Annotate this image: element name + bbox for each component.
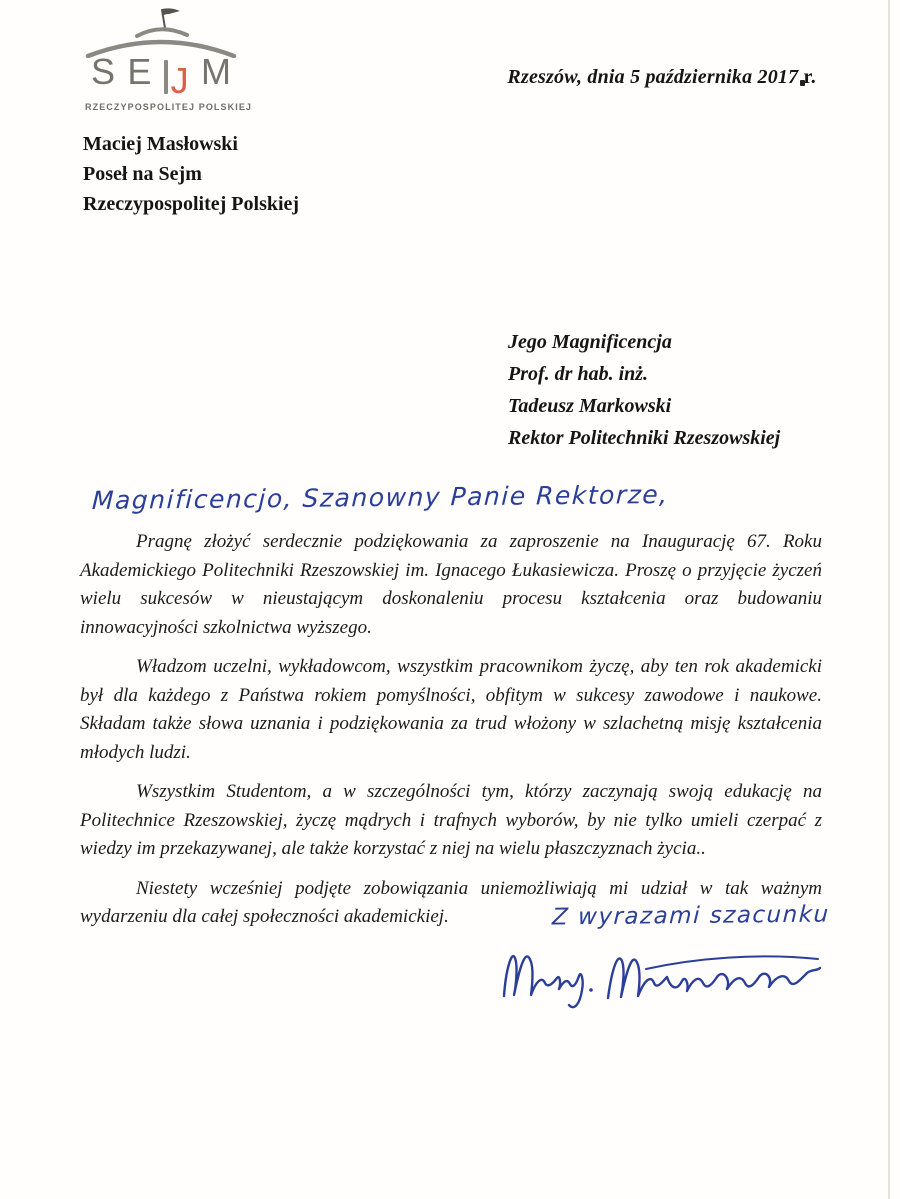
recipient-name: Tadeusz Markowski	[508, 395, 672, 417]
signature-scrawl-icon	[496, 938, 840, 1016]
date-place-text: Rzeszów, dnia 5 października 2017	[507, 66, 799, 88]
date-line	[507, 66, 816, 89]
logo-letter-s: S	[91, 51, 116, 92]
sender-title-2: Rzeczypospolitej Polskiej	[83, 193, 300, 215]
sejm-logo-roof-icon	[85, 4, 237, 58]
date-suffix-text: r.	[803, 66, 816, 88]
paragraph-4: Niestety wcześniej podjęte zobowiązania uniemożliwiają mi udział w tak ważnym wydarzeniu dla całej społeczności akademickiej.	[80, 877, 822, 927]
handwritten-salutation: Magnificencjo, Szanowny Panie Rektorze,	[91, 479, 670, 516]
recipient-block	[508, 326, 780, 454]
sender-block	[83, 129, 299, 219]
paragraph-2: Władzom uczelni, wykładowcom, wszystkim pracownikom życzę, aby ten rok akademicki był dla każdego z Państwa rokiem pomyślności, obfitym w sukcesy zawodowe i naukowe. Składam także słowa uznania i podziękowania za trud włożony w szlachetną misję kształcenia młodych ludzi.	[80, 656, 822, 763]
small-dome-arc	[137, 29, 187, 36]
signature	[496, 938, 840, 1021]
paragraph-1: Pragnę złożyć serdecznie podziękowania za zaproszenie na Inaugurację 67. Roku Akademickiego Politechniki Rzeszowskiej im. Ignacego Łukasiewicza. Proszę o przyjęcie życzeń wielu sukcesów w nieustającym doskonaleniu procesu kształcenia oraz budowaniu innowacyjności szkolnictwa wyższego.	[80, 531, 822, 638]
logo-letter-m: M	[200, 51, 231, 92]
flag-icon	[162, 8, 180, 16]
recipient-degrees: Prof. dr hab. inż.	[508, 363, 649, 385]
paragraph-3: Wszystkim Studentom, a w szczególności tym, którzy zaczynają swoją edukację na Politechnice Rzeszowskiej, życzę mądrych i trafnych wyborów, by nie tylko umieli czerpać z wiedzy im przekazywanej, ale także korzystać z niej na wielu płaszczyznach życia..	[80, 781, 822, 859]
handwritten-closing: Z wyrazami szacunku	[551, 901, 831, 931]
sender-name: Maciej Masłowski	[83, 133, 238, 155]
recipient-honorific: Jego Magnificencja	[508, 331, 672, 353]
logo-j-bar	[164, 60, 168, 94]
logo-letter-j-group	[164, 54, 189, 101]
sender-title: Poseł na Sejm	[83, 163, 202, 185]
recipient-position: Rektor Politechniki Rzeszowskiej	[508, 427, 781, 449]
sejm-logo	[85, 4, 253, 112]
logo-letter-e: E	[127, 51, 152, 92]
logo-letter-j: J	[170, 60, 189, 101]
letter-body	[80, 528, 822, 943]
sejm-logo-caption: RZECZYPOSPOLITEJ POLSKIEJ	[85, 102, 253, 112]
scan-edge-line	[888, 0, 890, 1199]
sejm-logo-letters	[85, 51, 237, 101]
